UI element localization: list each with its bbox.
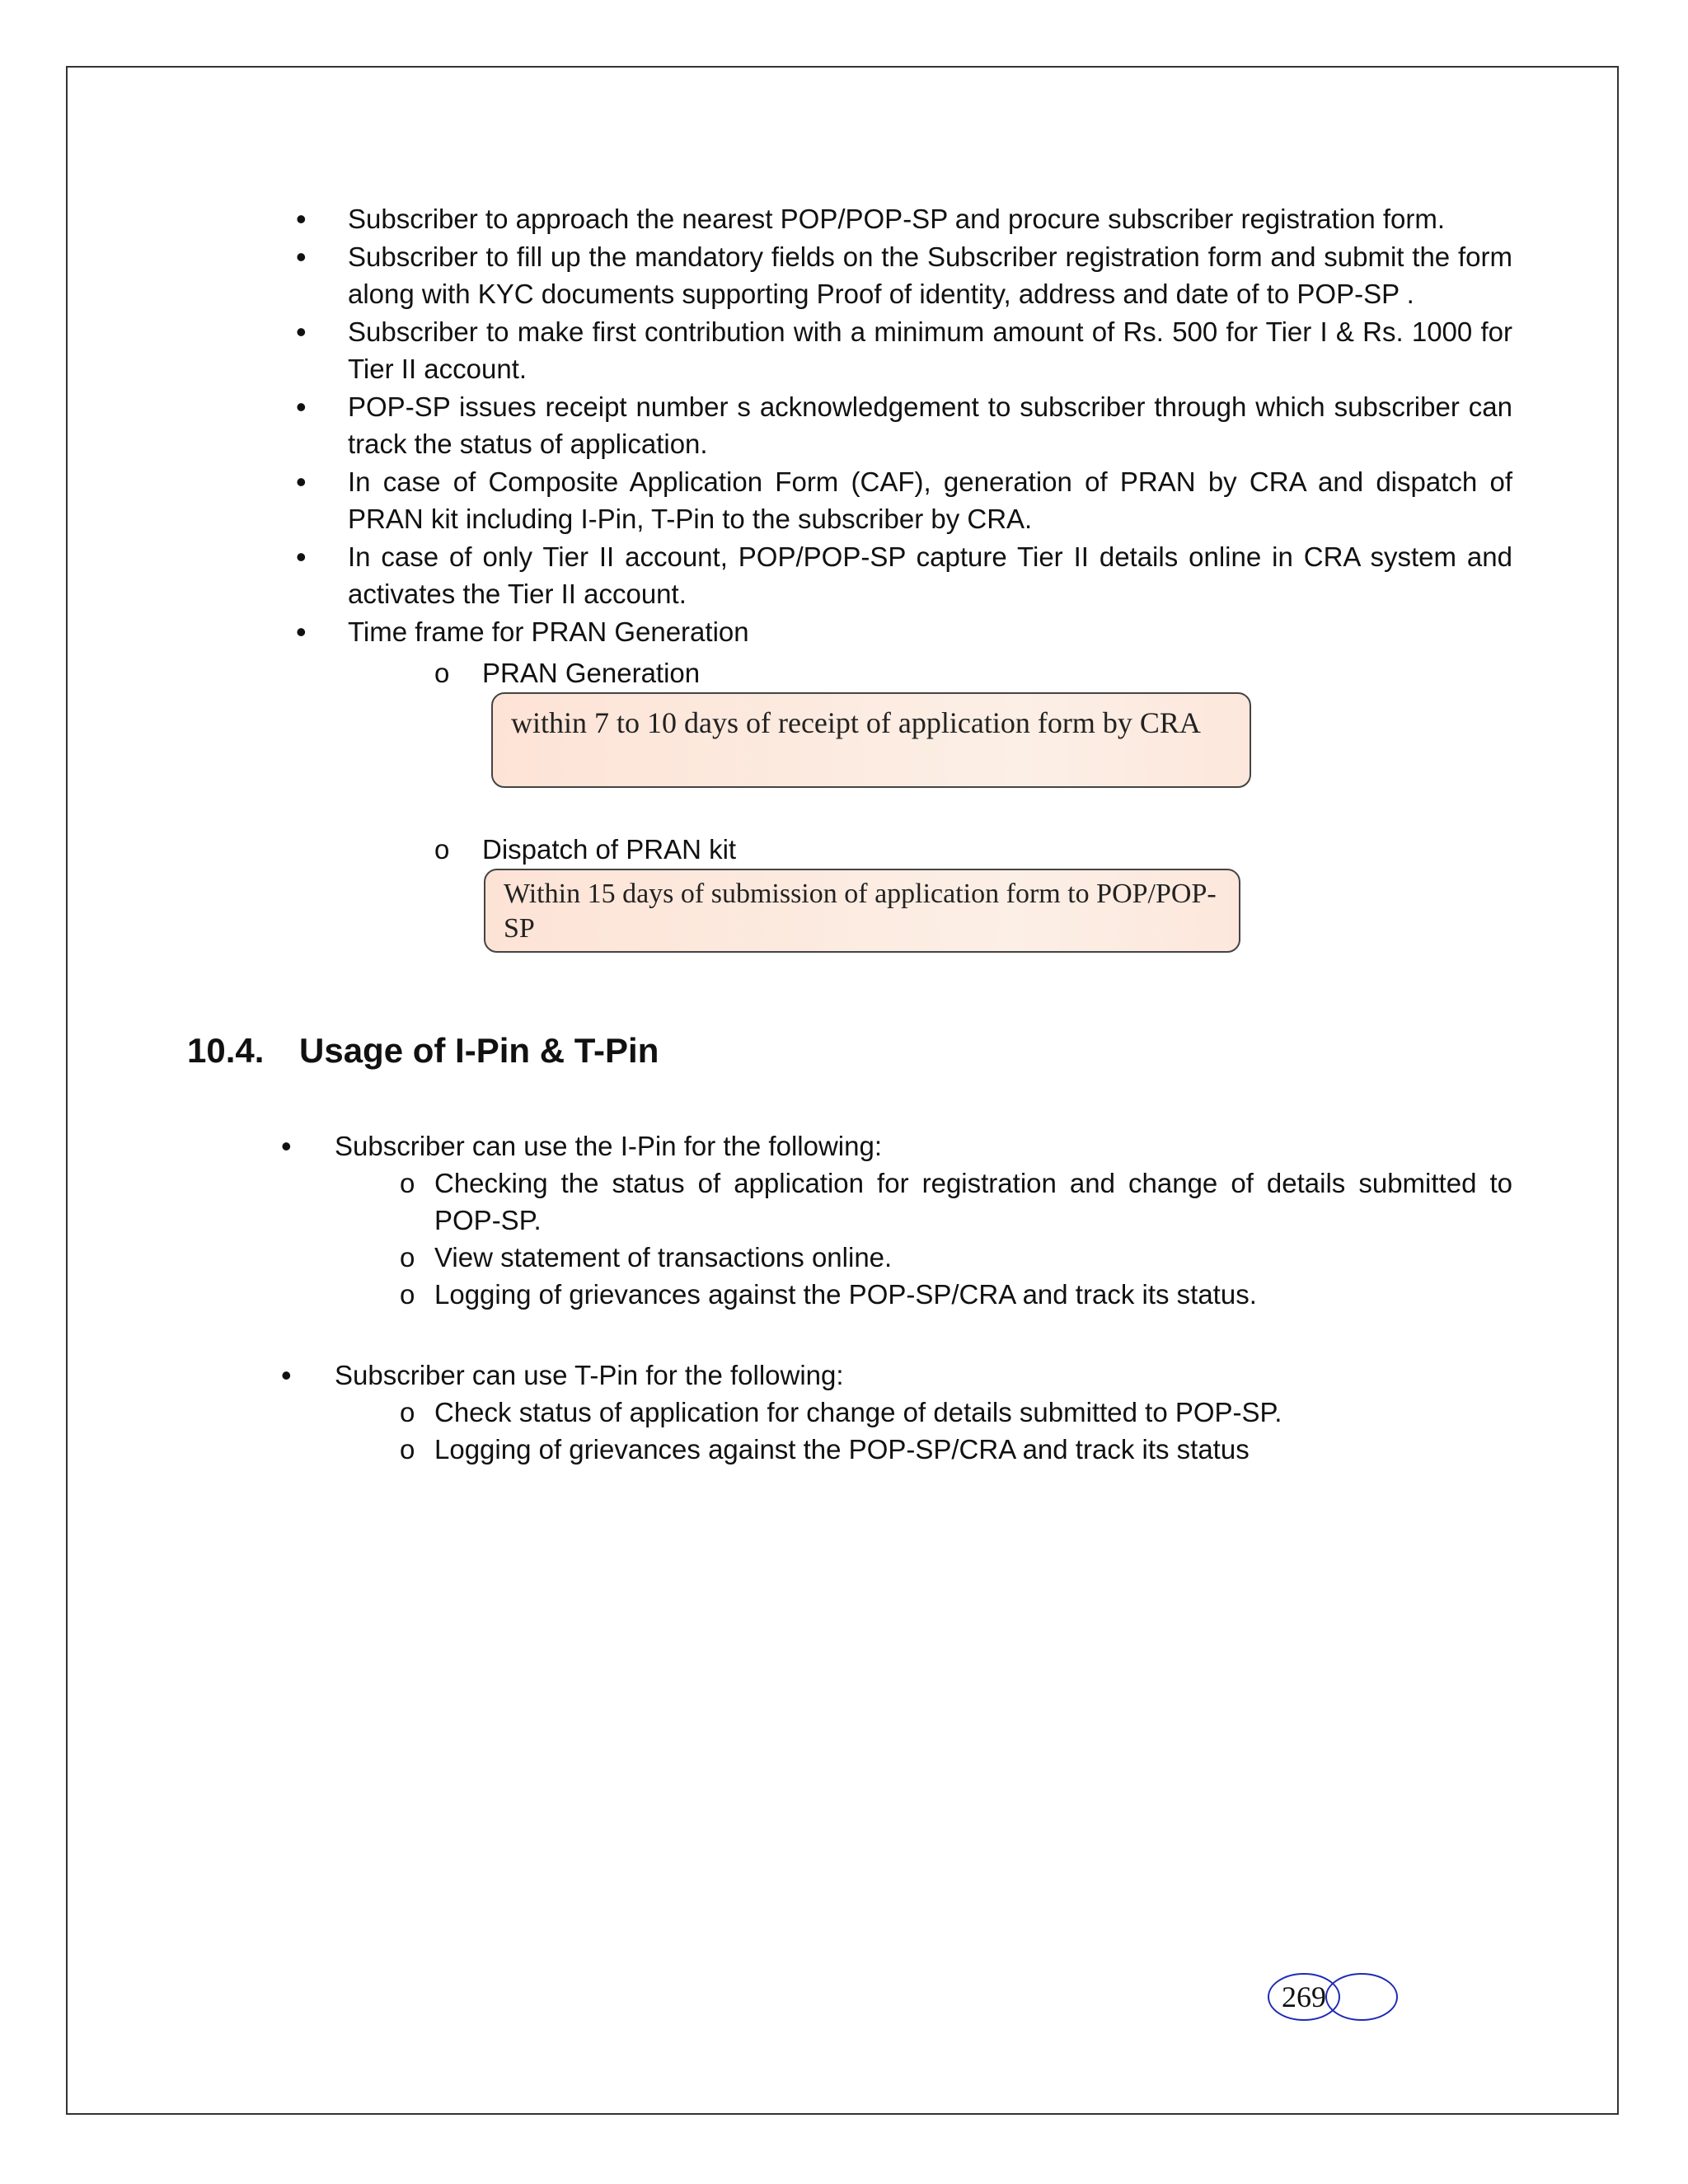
list-item: • Subscriber to approach the nearest POP/POP-SP and procure subscriber registration form. [293,200,1512,237]
list-item: • Subscriber to make first contribution with a minimum amount of Rs. 500 for Tier I & Rs. 1000 for Tier II account. [293,313,1512,387]
page-number [1267,1972,1400,2022]
ipin-usage [281,1127,1512,1313]
list-item: o Check status of application for change of details submitted to POP-SP. [400,1394,1512,1431]
pran-dispatch-box: Within 15 days of submission of application form to POP/POP-SP [484,869,1240,953]
list-item: o Logging of grievances against the POP-SP/CRA and track its status [400,1431,1512,1468]
page-number-text: 269 [1282,1980,1326,2013]
list-item: • In case of only Tier II account, POP/POP-SP capture Tier II details online in CRA system and activates the Tier II account. [293,538,1512,612]
tpin-intro: • Subscriber can use T-Pin for the following: [281,1357,1512,1394]
list-item: o Checking the status of application for registration and change of details submitted to POP-SP. [400,1165,1512,1239]
list-item: • Time frame for PRAN Generation [293,613,1512,650]
tpin-items [400,1394,1512,1468]
list-item: • POP-SP issues receipt number s acknowledgement to subscriber through which subscriber can track the status of application. [293,388,1512,462]
section-number: 10.4. [187,1031,265,1070]
list-item: • In case of Composite Application Form (CAF), generation of PRAN by CRA and dispatch of PRAN kit including I-Pin, T-Pin to the subscriber by CRA. [293,463,1512,537]
pran-dispatch-label: o Dispatch of PRAN kit [434,831,736,868]
sub-bullet-marker: o [434,834,450,865]
ipin-items [400,1165,1512,1313]
section-heading [187,1027,659,1075]
list-item: o Logging of grievances against the POP-SP/CRA and track its status. [400,1276,1512,1313]
registration-steps-list [293,200,1512,651]
pran-generation-box: within 7 to 10 days of receipt of application form by CRA [491,692,1251,788]
pran-generation-label: o PRAN Generation [434,654,700,691]
sub-bullet-marker: o [434,658,450,688]
ipin-intro: • Subscriber can use the I-Pin for the following: [281,1127,1512,1165]
list-item: o View statement of transactions online. [400,1239,1512,1276]
tpin-usage [281,1357,1512,1468]
list-item: • Subscriber to fill up the mandatory fields on the Subscriber registration form and submit the form along with KYC documents supporting Proof of identity, address and date of to POP-SP . [293,238,1512,312]
section-title: Usage of I-Pin & T-Pin [299,1031,659,1070]
